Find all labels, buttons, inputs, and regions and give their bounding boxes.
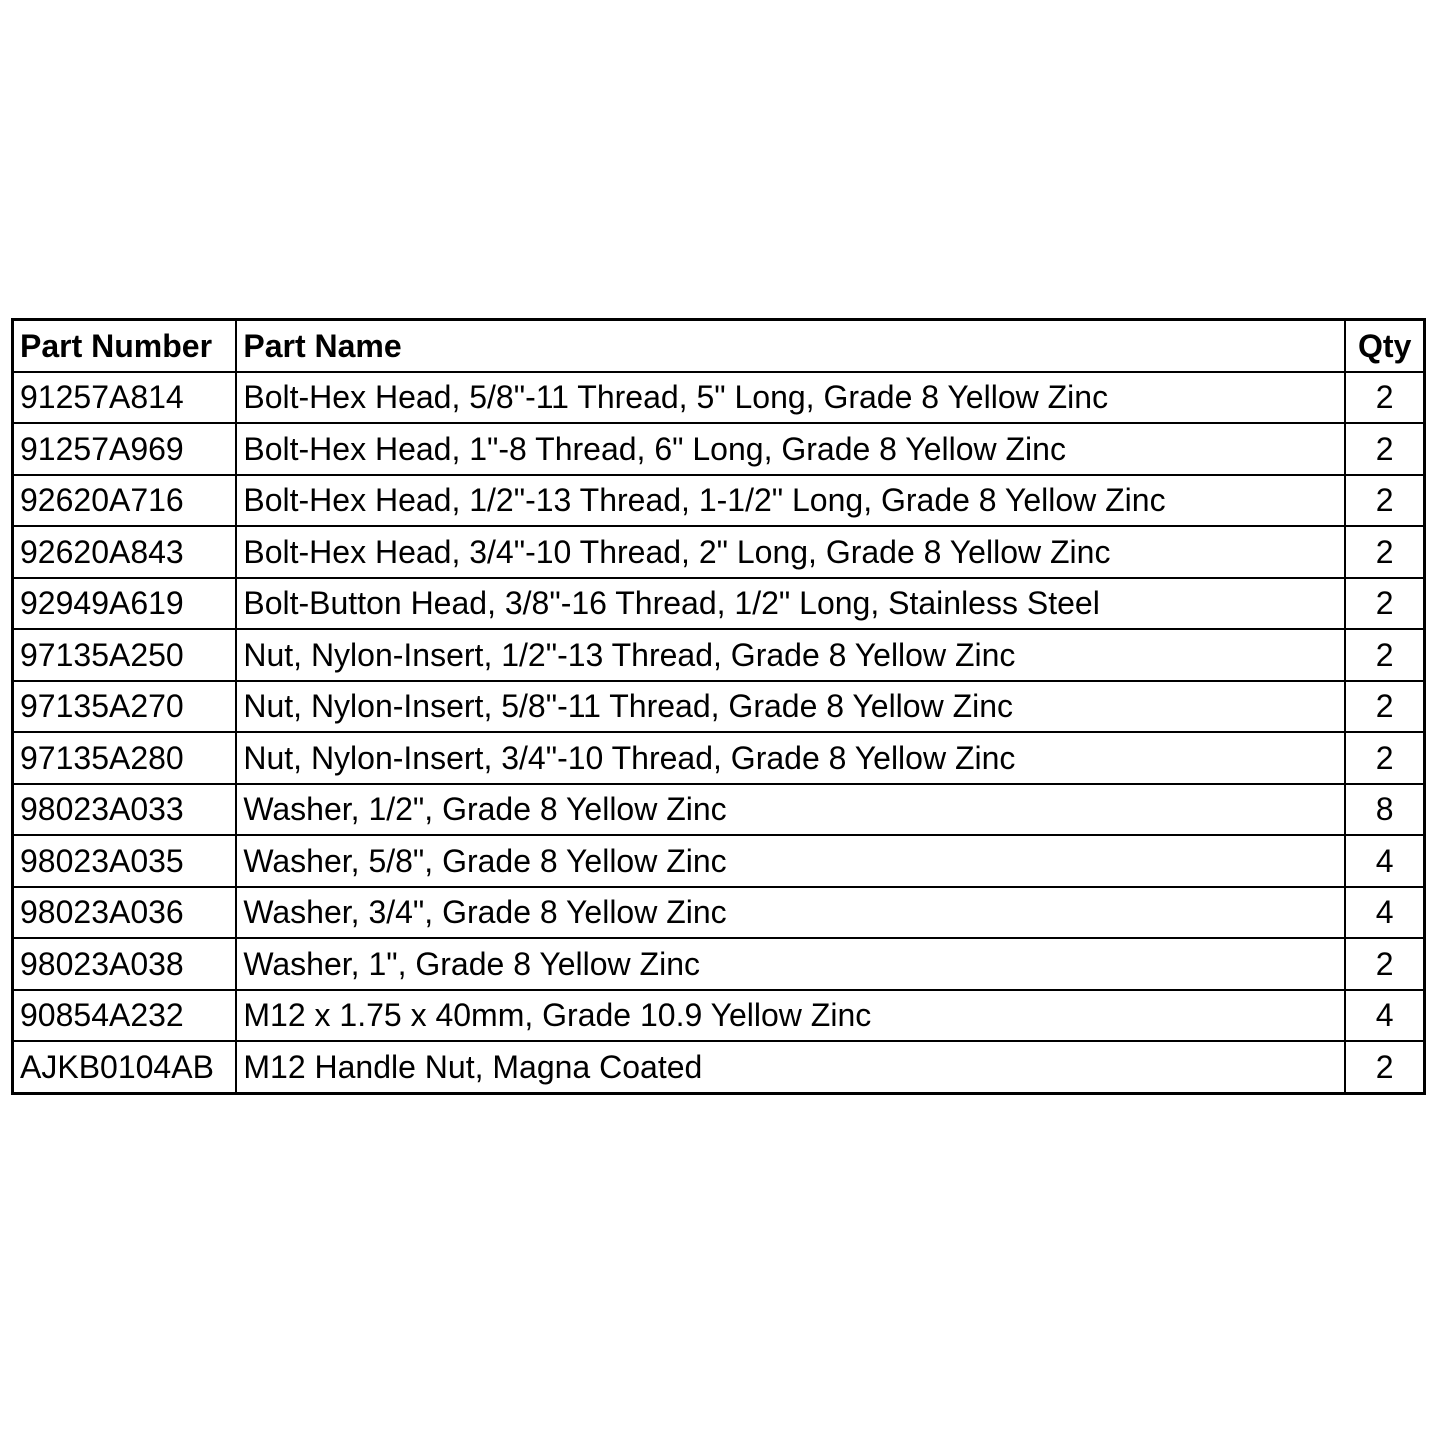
- part-number-cell: 98023A035: [13, 835, 237, 887]
- part-name-cell: Bolt-Hex Head, 1"-8 Thread, 6" Long, Grade 8 Yellow Zinc: [236, 423, 1345, 475]
- header-qty: Qty: [1345, 320, 1424, 372]
- part-name-cell: Washer, 5/8", Grade 8 Yellow Zinc: [236, 835, 1345, 887]
- table-row: [13, 372, 1425, 424]
- qty-cell: 2: [1345, 681, 1424, 733]
- qty-cell: 4: [1345, 887, 1424, 939]
- part-number-cell: 91257A814: [13, 372, 237, 424]
- qty-cell: 2: [1345, 1041, 1424, 1093]
- part-number-cell: 92949A619: [13, 578, 237, 630]
- part-number-cell: 98023A036: [13, 887, 237, 939]
- table-row: [13, 938, 1425, 990]
- part-name-cell: Washer, 1/2", Grade 8 Yellow Zinc: [236, 784, 1345, 836]
- part-name-cell: Nut, Nylon-Insert, 3/4"-10 Thread, Grade 8 Yellow Zinc: [236, 732, 1345, 784]
- qty-cell: 2: [1345, 423, 1424, 475]
- table-row: [13, 732, 1425, 784]
- part-number-cell: 98023A038: [13, 938, 237, 990]
- header-part-name: Part Name: [236, 320, 1345, 372]
- table-row: [13, 784, 1425, 836]
- table-row: [13, 423, 1425, 475]
- table-row: [13, 475, 1425, 527]
- part-name-cell: M12 x 1.75 x 40mm, Grade 10.9 Yellow Zinc: [236, 990, 1345, 1042]
- part-name-cell: Bolt-Button Head, 3/8"-16 Thread, 1/2" Long, Stainless Steel: [236, 578, 1345, 630]
- part-name-cell: Bolt-Hex Head, 3/4"-10 Thread, 2" Long, Grade 8 Yellow Zinc: [236, 526, 1345, 578]
- part-number-cell: 92620A716: [13, 475, 237, 527]
- qty-cell: 4: [1345, 990, 1424, 1042]
- qty-cell: 2: [1345, 475, 1424, 527]
- qty-cell: 8: [1345, 784, 1424, 836]
- part-number-cell: 98023A033: [13, 784, 237, 836]
- part-number-cell: 97135A270: [13, 681, 237, 733]
- part-name-cell: Bolt-Hex Head, 1/2"-13 Thread, 1-1/2" Long, Grade 8 Yellow Zinc: [236, 475, 1345, 527]
- part-number-cell: 92620A843: [13, 526, 237, 578]
- part-name-cell: Nut, Nylon-Insert, 1/2"-13 Thread, Grade 8 Yellow Zinc: [236, 629, 1345, 681]
- qty-cell: 4: [1345, 835, 1424, 887]
- header-row: [13, 320, 1425, 372]
- part-number-cell: AJKB0104AB: [13, 1041, 237, 1093]
- table-row: [13, 629, 1425, 681]
- qty-cell: 2: [1345, 526, 1424, 578]
- qty-cell: 2: [1345, 732, 1424, 784]
- table-row: [13, 1041, 1425, 1093]
- qty-cell: 2: [1345, 938, 1424, 990]
- table-row: [13, 578, 1425, 630]
- part-name-cell: M12 Handle Nut, Magna Coated: [236, 1041, 1345, 1093]
- qty-cell: 2: [1345, 578, 1424, 630]
- part-number-cell: 90854A232: [13, 990, 237, 1042]
- table-row: [13, 887, 1425, 939]
- table-row: [13, 835, 1425, 887]
- part-name-cell: Bolt-Hex Head, 5/8"-11 Thread, 5" Long, Grade 8 Yellow Zinc: [236, 372, 1345, 424]
- header-part-number: Part Number: [13, 320, 237, 372]
- part-name-cell: Washer, 1", Grade 8 Yellow Zinc: [236, 938, 1345, 990]
- parts-table: [11, 318, 1426, 1095]
- table-body: [13, 372, 1425, 1094]
- table-row: [13, 990, 1425, 1042]
- qty-cell: 2: [1345, 372, 1424, 424]
- part-number-cell: 91257A969: [13, 423, 237, 475]
- part-name-cell: Nut, Nylon-Insert, 5/8"-11 Thread, Grade 8 Yellow Zinc: [236, 681, 1345, 733]
- qty-cell: 2: [1345, 629, 1424, 681]
- part-number-cell: 97135A250: [13, 629, 237, 681]
- part-number-cell: 97135A280: [13, 732, 237, 784]
- table-row: [13, 526, 1425, 578]
- table-row: [13, 681, 1425, 733]
- part-name-cell: Washer, 3/4", Grade 8 Yellow Zinc: [236, 887, 1345, 939]
